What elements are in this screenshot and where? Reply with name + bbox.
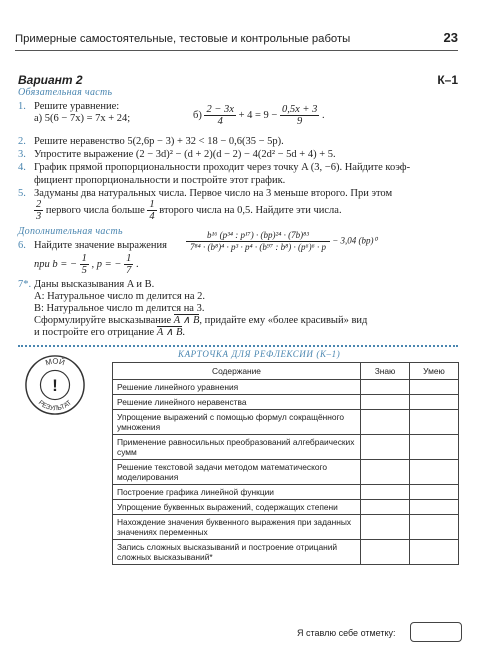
row-content: Построение графика линейной функции <box>113 485 361 500</box>
expression-denominator: 7⁸⁴ · (b⁸)⁴ · p³ · p⁴ · (b⁹⁷ : b⁸) · (p⁶)⁶ · p <box>190 242 326 252</box>
task-3-number: 3. <box>18 149 26 160</box>
task-7-number: 7*. <box>18 279 32 290</box>
table-row <box>113 515 459 540</box>
fraction-numerator: 1 <box>81 253 87 264</box>
know-cell[interactable] <box>361 485 410 500</box>
row-content: Решение текстовой задачи методом математического моделирования <box>113 460 361 485</box>
expression-tail: − 3,04 (bp)⁰ <box>332 235 378 246</box>
task-7-l5a: и постройте его отрицание <box>34 327 155 338</box>
task-1b <box>193 104 325 127</box>
row-content: Запись сложных высказываний и построение отрицаний сложных высказываний* <box>113 540 361 565</box>
know-cell[interactable] <box>361 540 410 565</box>
col-know-header: Знаю <box>361 363 410 380</box>
fraction-numerator: 1 <box>126 253 132 264</box>
page-number: 23 <box>443 30 458 45</box>
expression-numerator: b¹⁶ (p³⁴ : p¹⁷) · (bp)²⁴ · (7b)⁸³ <box>186 230 330 242</box>
col-content-header: Содержание <box>113 363 361 380</box>
task-6-p: , p = − <box>91 258 122 270</box>
table-row <box>113 540 459 565</box>
fraction-numerator: 1 <box>149 199 155 210</box>
task-7-line-5 <box>34 326 185 338</box>
table-row <box>113 380 459 395</box>
fraction-denominator: 5 <box>81 265 87 276</box>
table-row <box>113 485 459 500</box>
task-1b-fraction-2 <box>280 104 319 127</box>
mandatory-part-label: Обязательная часть <box>18 87 113 98</box>
table-row <box>113 500 459 515</box>
dotted-divider <box>18 345 458 347</box>
variant-title: Вариант 2 <box>18 73 83 87</box>
can-cell[interactable] <box>410 515 459 540</box>
task-7-l5c: . <box>182 327 186 338</box>
fraction-denominator: 4 <box>217 116 223 127</box>
stamp-top-text: МОЙ <box>44 356 66 368</box>
task-1a: а) 5(6 − 7x) = 7x + 24; <box>34 113 131 124</box>
task-2-number: 2. <box>18 136 26 147</box>
task-6-number: 6. <box>18 240 26 251</box>
task-6-p-fraction <box>124 253 133 276</box>
task-7-negation: A ∧ B <box>156 327 183 338</box>
row-content: Нахождение значения буквенного выражения при заданных значениях переменных <box>113 515 361 540</box>
row-content: Упрощение выражений с помощью формул сокращённого умножения <box>113 410 361 435</box>
task-5-text-1: Задуманы два натуральных числа. Первое число на 3 меньше второго. При этом <box>34 188 393 199</box>
task-6-text: Найдите значение выражения <box>34 240 167 251</box>
table-row <box>113 435 459 460</box>
task-6-when: при b = − <box>34 258 78 270</box>
can-cell[interactable] <box>410 485 459 500</box>
card-title: КАРТОЧКА ДЛЯ РЕФЛЕКСИИ (К–1) <box>178 349 341 359</box>
task-5-text-2 <box>34 199 342 222</box>
task-6-values <box>34 253 139 276</box>
can-cell[interactable] <box>410 410 459 435</box>
can-cell[interactable] <box>410 460 459 485</box>
task-5-number: 5. <box>18 188 26 199</box>
work-code: К–1 <box>437 73 458 87</box>
fraction-numerator: 0,5x + 3 <box>281 104 318 115</box>
task-4-number: 4. <box>18 162 26 173</box>
task-6-end: . <box>135 258 139 270</box>
task-7-l4a: Сформулируйте высказывание <box>34 315 172 326</box>
task-4-text-1: График прямой пропорциональности проходит через точку A (3, −6). Найдите коэф- <box>34 162 411 173</box>
task-5-fraction-1 <box>34 199 43 222</box>
task-5-fraction-2 <box>147 199 156 222</box>
exclamation-icon: ! <box>52 376 58 395</box>
task-7-line-2: A: Натуральное число m делится на 2. <box>34 291 206 302</box>
fraction-denominator: 7 <box>126 265 132 276</box>
fraction-numerator: 2 <box>36 199 42 210</box>
task-7-expression: A ∧ B <box>173 315 200 326</box>
page-header <box>15 30 458 51</box>
task-1b-end: . <box>321 109 325 121</box>
know-cell[interactable] <box>361 410 410 435</box>
extra-part-label: Дополнительная часть <box>18 226 123 237</box>
task-1b-middle: + 4 = 9 − <box>238 109 278 121</box>
know-cell[interactable] <box>361 500 410 515</box>
task-6-fraction <box>186 230 330 253</box>
know-cell[interactable] <box>361 460 410 485</box>
fraction-denominator: 4 <box>149 211 155 222</box>
fraction-numerator: 2 − 3x <box>206 104 234 115</box>
know-cell[interactable] <box>361 515 410 540</box>
task-1-text: Решите уравнение: <box>34 101 120 112</box>
table-header-row <box>113 363 459 380</box>
can-cell[interactable] <box>410 540 459 565</box>
table-row <box>113 395 459 410</box>
can-cell[interactable] <box>410 500 459 515</box>
my-result-stamp <box>24 354 86 416</box>
col-can-header: Умею <box>410 363 459 380</box>
stamp-bottom-text: РЕЗУЛЬТАТ <box>36 399 74 413</box>
task-7-line-4 <box>34 314 367 326</box>
know-cell[interactable] <box>361 380 410 395</box>
know-cell[interactable] <box>361 435 410 460</box>
row-content: Применение равносильных преобразований алгебраических сумм <box>113 435 361 460</box>
task-1b-fraction-1 <box>204 104 236 127</box>
row-content: Решение линейного неравенства <box>113 395 361 410</box>
self-mark-box[interactable] <box>410 622 462 642</box>
fraction-denominator: 9 <box>297 116 303 127</box>
task-6-b-fraction <box>80 253 89 276</box>
running-title: Примерные самостоятельные, тестовые и контрольные работы <box>15 33 351 45</box>
reflection-table <box>112 362 459 565</box>
can-cell[interactable] <box>410 435 459 460</box>
task-7-line-1: Даны высказывания A и B. <box>34 279 155 290</box>
row-content: Упрощение буквенных выражений, содержащих степени <box>113 500 361 515</box>
can-cell[interactable] <box>410 395 459 410</box>
table-row <box>113 460 459 485</box>
task-7-line-3: B: Натуральное число m делится на 3. <box>34 303 205 314</box>
task-1b-label: б) <box>193 109 202 121</box>
task-4-text-2: фициент пропорциональности и постройте этот график. <box>34 175 286 186</box>
know-cell[interactable] <box>361 395 410 410</box>
can-cell[interactable] <box>410 380 459 395</box>
fraction-denominator: 3 <box>36 211 42 222</box>
task-3-text: Упростите выражение (2 − 3d)² − (d + 2)(d − 2) − 4(2d² − 5d + 4) + 5. <box>34 149 336 160</box>
self-mark-label: Я ставлю себе отметку: <box>297 628 396 638</box>
row-content: Решение линейного уравнения <box>113 380 361 395</box>
task-1-number: 1. <box>18 101 26 112</box>
task-2-text: Решите неравенство 5(2,6p − 3) + 32 < 18 − 0,6(35 − 5p). <box>34 136 284 147</box>
task-7-l4c: , придайте ему «более красивый» вид <box>199 315 368 326</box>
task-6-expression <box>186 230 377 253</box>
task-5-end: второго числа на 0,5. Найдите эти числа. <box>159 204 342 216</box>
task-5-middle: первого числа больше <box>45 204 145 216</box>
table-row <box>113 410 459 435</box>
